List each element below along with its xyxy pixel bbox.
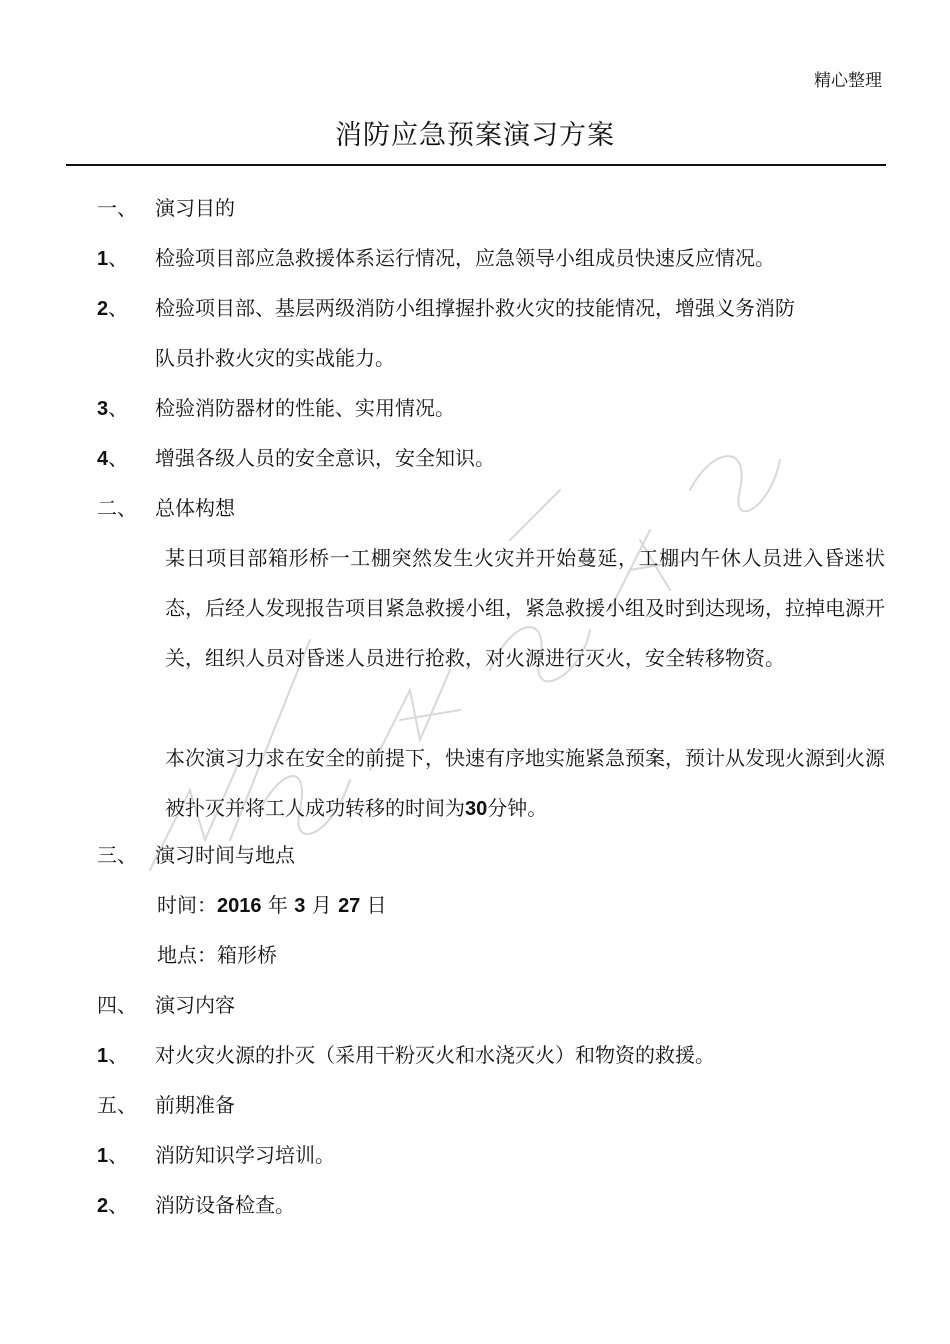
title-divider xyxy=(66,164,886,166)
item-text: 消防知识学习培训。 xyxy=(155,1143,335,1167)
document-title: 消防应急预案演习方案 xyxy=(335,120,615,151)
item-number: 4 xyxy=(97,448,109,470)
item-number: 2 xyxy=(97,1195,109,1217)
section-title: 演习目的 xyxy=(155,196,235,220)
item-text: 队员扑救火灾的实战能力。 xyxy=(155,346,395,370)
place-line xyxy=(157,940,277,970)
item-number: 3 xyxy=(97,398,109,420)
section-title: 演习时间与地点 xyxy=(155,843,295,867)
section-title: 演习内容 xyxy=(155,993,235,1017)
time-line: 时间：2016 年 3 月 27 日 xyxy=(157,893,387,917)
duration-value: 30 xyxy=(465,798,488,820)
section-marker: 五、 xyxy=(97,1093,137,1117)
section-title: 前期准备 xyxy=(155,1093,235,1117)
item-text: 对火灾火源的扑灭（采用干粉灭火和水浇灭火）和物资的救援。 xyxy=(155,1043,715,1067)
item-number: 1 xyxy=(97,1045,109,1067)
section-title: 总体构想 xyxy=(155,496,235,520)
item-number: 1 xyxy=(97,248,109,270)
place-label: 地点： xyxy=(157,943,217,967)
paragraph-scenario: 某日项目部箱形桥一工棚突然发生火灾并开始蔓延，工棚内午休人员进入昏迷状态，后经人发现报告项目紧急救援小组，紧急救援小组及时到达现场，拉掉电源开关，组织人员对昏迷人员进行抢救，对火源进行灭火，安全转移物资。 xyxy=(165,546,885,670)
item-text: 消防设备检查。 xyxy=(155,1193,295,1217)
paragraph-goal: 本次演习力求在安全的前提下，快速有序地实施紧急预案，预计从发现火源到火源被扑灭并将工人成功转移的时间为30分钟。 xyxy=(165,746,885,820)
section-marker: 三、 xyxy=(97,843,137,867)
time-label: 时间： xyxy=(157,893,217,917)
item-text: 检验消防器材的性能、实用情况。 xyxy=(155,396,455,420)
section-marker: 一、 xyxy=(97,196,137,220)
item-text: 增强各级人员的安全意识，安全知识。 xyxy=(155,446,495,470)
header-note: 精心整理 xyxy=(814,71,882,91)
item-number: 1 xyxy=(97,1145,109,1167)
section-marker: 四、 xyxy=(97,993,137,1017)
section-marker: 二、 xyxy=(97,496,137,520)
place-value: 箱形桥 xyxy=(217,943,277,967)
item-number: 2 xyxy=(97,298,109,320)
item-text: 检验项目部应急救援体系运行情况，应急领导小组成员快速反应情况。 xyxy=(155,246,775,270)
item-text: 检验项目部、基层两级消防小组撑握扑救火灾的技能情况，增强义务消防 xyxy=(155,296,795,320)
